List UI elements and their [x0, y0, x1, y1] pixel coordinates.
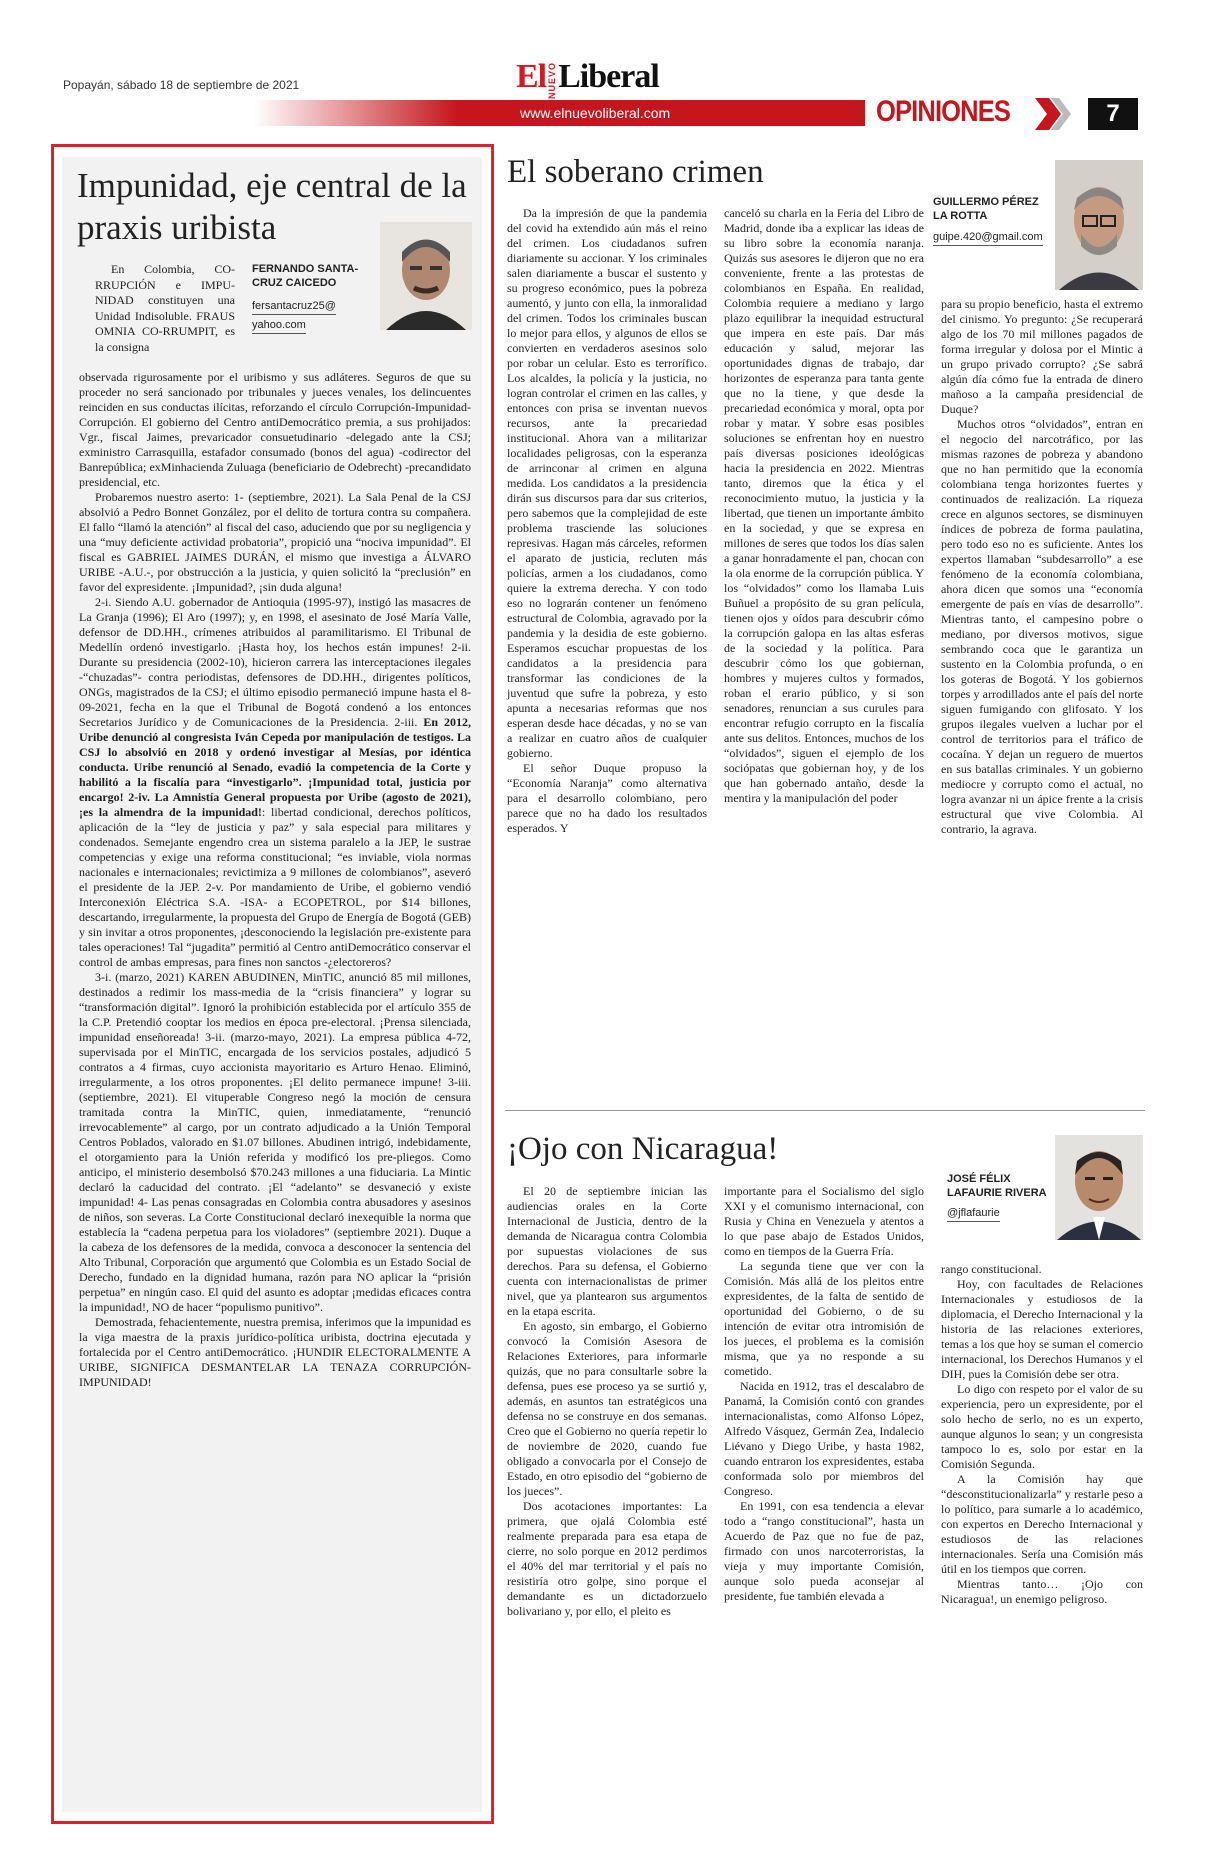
article-1-paragraph	[79, 595, 471, 970]
article-3-paragraph: Mientras tanto… ¡Ojo con Nicaragua!, un enemigo peligroso.	[941, 1577, 1143, 1606]
article-1-text: 2-i. Siendo A.U. gobernador de Antioquia (1995-97), instigó las masacres de La Granja (1996); El Aro (1997); y, en 1998, el asesinato de José María Valle, defensor de DD.HH., crímenes atribuidos al paramilitarismo. El Tribunal de Medellín ordenó investigarlo. ¡Hasta hoy, los hechos están impunes! 2-ii. Durante su presidencia (2002-10), hicieron carrera las interceptaciones ilegales -“chuzadas”- contra periodistas, defensores de DD.HH., dirigentes políticos, ONGs, magistrados de la CSJ; el último episodio permaneció impune hasta el 8-09-2021, fecha en la que el Tribunal de Bogotá condenó a los entonces Secretarios Jurídico y de Comunicaciones de la Presidencia. 2-iii.	[79, 595, 471, 729]
article-2-column-3	[941, 297, 1143, 837]
article-1-bold-text: En 2012, Uribe denunció al congresista Iván Cepeda por manipulación de testigos. La CSJ lo absolvió en 2018 y ordenó investigar al Mesías, por idéntica conducta. Uribe renunció al Senado, evadió la competencia de la Corte y habilitó a la fiscalía para “investigarlo”. ¡Impunidad total, justicia por encargo! 2-iv. La Amnistía General propuesta por Uribe (agosto de 2021), ¡es la almendra de la impunidad!	[79, 715, 471, 819]
article-2-author: GUILLERMO PÉREZ LA ROTTA	[933, 196, 1039, 222]
article-3-paragraph: rango constitucional.	[941, 1262, 1042, 1276]
author-portrait-icon	[1055, 1135, 1143, 1240]
author-photo-santacruz	[380, 222, 472, 330]
article-1-title: Impunidad, eje central de la praxis uribista	[77, 166, 467, 247]
author-portrait-icon	[380, 222, 472, 330]
section-title: OPINIONES	[876, 95, 1011, 128]
article-1-byline	[252, 262, 367, 334]
article-3-paragraph: importante para el Socialismo del siglo XXI y el comunismo internacional, con Rusia y China en Venezuela y atentos a lo que pase abajo de Estados Unidos, como en tiempos de la Guerra Fría.	[724, 1184, 924, 1258]
article-1-intro	[95, 262, 235, 355]
edition-date: Popayán, sábado 18 de septiembre de 2021	[63, 78, 300, 92]
article-1-paragraph: Demostrada, fehacientemente, nuestra premisa, inferimos que la impunidad es la viga maestra de la praxis jurídico-política uribista, doctrina ejecutada y fortalecida por el Centro antiDemocrático. ¡HUNDIR ELECTORALMENTE A URIBE, SIGNIFICA DESMANTELAR LA TENAZA CORRUPCIÓN-IMPUNIDAD!	[79, 1315, 471, 1389]
article-1-author: FERNANDO SANTA-CRUZ CAICEDO	[252, 263, 359, 289]
article-1-text: : libertad condicional, derechos políticos, aplicación de la “ley de justicia y paz” y sala especial para militares y condenados. Semejante engendro crea un sistema paralelo a la JEP, le sustrae competencias y exige una reforma constitucional; “es inviable, viola normas nacionales e internacionales; revictimiza a 9 millones de colombianos”, aseveró el presidente de la JEP. 2-v. Por mandamiento de Uribe, el gobierno vendió Interconexión Eléctrica S.A. -ISA- a ECOPETROL, por $14 billones, descartando, irregularmente, la propuesta del Grupo de Energía de Bogotá (GEB) y sin invitar a otros proponentes, ¡desconociendo la legislación pre-existente para tales operaciones! Tal “jugadita” permitió al Centro antiDemocrático conservar el control de ambas empresas, para fines non sanctos -¿electoreros?	[79, 805, 471, 969]
article-2-column-1	[507, 206, 707, 836]
article-3-column-3	[941, 1262, 1143, 1607]
article-2-paragraph: Muchos otros “olvidados”, entran en el negocio del narcotráfico, por las mismas razones de pobreza y abandono que no han permitido que la economía colombiana tenga horizontes fuertes y continuados de realización. La riqueza crece en algunos sectores, se disminuyen índices de pobreza de forma paulatina, pero todo eso no es suficiente. Antes los expertos llamaban “subdesarrollo” a ese fenómeno de la economía colombiana, ahora dicen que somos una “economía emergente de país en vías de desarrollo”. Mientras tanto, el campesino pobre o mediano, por diversos motivos, sigue sembrando coca que le garantiza un sustento en la Colombia profunda, o en los goteras de Bogotá. Y los gobiernos torpes y arrodillados ante el país del norte siguen fumigando con glifosato. Y los grupos ilegales vuelven a luchar por el control de territorios para el tráfico de cocaína. Y dejan un reguero de muertos en sus batallas criminales. Y un gobierno mediocre y corrupto como el actual, no logra avanzar ni un ápice frente a la crisis estructural que vive Colombia. Al contrario, la agrava.	[941, 417, 1143, 836]
article-2-paragraph: para su propio beneficio, hasta el extremo del cinismo. Yo pregunto: ¿Se recuperará algo de los 70 mil millones pagados de forma irregular y dolosa por el Mintic a un grupo privado corrupto? ¿Se sabrá algún día cómo fue la entrada de dinero mañoso a la campaña presidencial de Duque?	[941, 297, 1143, 416]
article-1-email-1[interactable]: fersantacruz25@	[252, 299, 336, 315]
author-photo-perez	[1055, 160, 1143, 290]
article-3-paragraph: La segunda tiene que ver con la Comisión. Más allá de los pleitos entre expresidentes, de la falta de sentido de oportunidad del Gobierno, o de su intención de evitar otra intromisión de los jueces, el problema es la comisión misma, que ya no responde a su cometido.	[724, 1259, 924, 1378]
logo-liberal: Liberal	[558, 58, 659, 95]
article-2-paragraph: Da la impresión de que la pandemia del covid ha extendido aún más el reino del crimen. Los ciudadanos sufren diariamente su accionar. Y los criminales salen diariamente a buscar el sustento y su progreso económico, pues la pobreza aumentó, y junto con ella, la inmoralidad del crimen. Todos los criminales buscan lo mejor para ellos, y algunos de ellos se convierten en verdaderos asesinos solo por robar un celular. Esto es terrorífico. Los alcaldes, la policía y la justicia, no logran controlar el crimen en las calles, y entonces con prisa se inventan nuevos recursos, ante la precariedad institucional. Ahora van a militarizar localidades peligrosas, con la esperanza de arrinconar al crimen en alguna medida. Los candidatos a la presidencia dirán sus discursos para dar sus criterios, pero sabemos que la complejidad de este problema trasciende las soluciones represivas. Hagan más cárceles, reformen el aparato de justicia, recluten más policías, armen a los ciudadanos, como quiere la extrema derecha. Y con todo eso no lograrán contener un fenómeno estructural de Colombia, agravado por la pandemia y la desidia de este gobierno. Esperamos escuchar propuestas de los candidatos a la presidencia para transformar las condiciones de la juventud que sufre la pobreza, y esto apunta a necesarias reformas que nos esperan desde hace décadas, y no se van a realizar en cuatro años de cualquier gobierno.	[507, 206, 707, 760]
logo-el: El	[516, 58, 547, 95]
article-1-intro-text: En Colombia, CO-RRUPCIÓN e IMPU-NIDAD constituyen una Unidad Indisoluble. FRAUS OMNIA CO-RRUMPIT, es la consigna	[95, 262, 235, 354]
article-divider	[505, 1110, 1145, 1111]
website-link[interactable]: www.elnuevoliberal.com	[520, 105, 671, 121]
article-3-byline	[947, 1172, 1047, 1222]
article-3-paragraph: A la Comisión hay que “desconstitucionalizarla” y restarle peso a lo político, para sumarle a lo académico, con expertos en Derecho Internacional y estudiosos de las relaciones internacionales. Sería una Comisión más útil en los tiempos que corren.	[941, 1472, 1143, 1576]
logo-nuevo: NUEVO	[547, 62, 558, 100]
article-3-paragraph: Lo digo con respeto por el valor de su experiencia, pero un expresidente, por el solo hecho de serlo, no es un experto, aunque algunos lo sean; y un congresista tampoco lo es, solo por estar en la Comisión Segunda.	[941, 1382, 1143, 1471]
section-arrow-icon	[1035, 98, 1075, 130]
article-3-paragraph: En 1991, con esa tendencia a elevar todo a “rango constitucional”, hasta un Acuerdo de Paz que no fue de paz, firmado con unos narcoterroristas, la vieja y muy importante Comisión, aunque solo pueda aconsejar al presidente, fue también elevada a	[724, 1499, 924, 1603]
article-3-paragraph: Nacida en 1912, tras el descalabro de Panamá, la Comisión contó con grandes internacionalistas, como Alfonso López, Alfredo Vásquez, Germán Zea, Indalecio Liévano y Diego Uribe, y hasta 1982, cuando entraron los expresidentes, estaba conformada solo por miembros del Congreso.	[724, 1379, 924, 1498]
article-3-paragraph: Hoy, con facultades de Relaciones Internacionales y estudiosos de la diplomacia, el Derecho Internacional y la historia de las relaciones exteriores, temas a los que hoy se suman el comercio internacional, los Derechos Humanos y el DIH, pues la Comisión debe ser otra.	[941, 1277, 1143, 1381]
article-2-title: El soberano crimen	[507, 154, 764, 190]
article-2-paragraph: canceló su charla en la Feria del Libro de Madrid, donde iba a explicar las ideas de su libro sobre la economía naranja. Quizás sus asesores le dijeron que no era conveniente, frente a las protestas de colombianos en España. En realidad, Colombia requiere a mediano y largo plazo equilibrar la inequidad estructural que impera en este país. Dar más educación y salud, mejorar las oportunidades dignas de trabajo, dar horizontes de esperanza para tanta gente que no la tiene, y que desde la precariedad económica y moral, opta por robar y matar. Y sobre esas posibles soluciones se enfrentan hoy en nuestro país diversas posiciones ideológicas hacia la presidencia en 2022. Mientras tanto, diremos que la ética y el reconocimiento mutuo, la justicia y la libertad, que tienen un importante ámbito en la sociedad, y que se expresa en millones de seres que todos los días salen a ganar honradamente el pan, chocan con la ola enorme de la corrupción pública. Y los “olvidados” como los llamaba Luis Buñuel a propósito de su gran película, tienen ojos y oídos para descubrir cómo la corrupción galopa en las altas esferas de la sociedad y la política. Para descubrir cómo los que gobiernan, hombres y mujeres cultos y formados, roban el erario público, y si son senadores, renuncian a sus curules para encontrar refugio corrupto en la fiscalía ante sus delitos. Entonces, muchos de los “olvidados”, siguen el ejemplo de los sociópatas que gobiernan hoy, y de los que han gobernado antaño, desde la mentira y la manipulación del poder	[724, 206, 924, 805]
article-3-handle[interactable]: @jflafaurie	[947, 1206, 1000, 1222]
article-1-paragraph: 3-i. (marzo, 2021) KAREN ABUDINEN, MinTIC, anunció 85 mil millones, destinados a redimir los mass-media de la “crisis financiera” y lograr su “transformación digital”. Ignoró la prohibición establecida por el artículo 355 de la C.P. Pretendió cooptar los medios en época pre-electoral. ¡Prensa silenciada, impunidad enseñoreada! 3-ii. (marzo-mayo, 2021). La empresa pública 4-72, supervisada por el MinTIC, encargada de los servicios postales, adjudicó 5 contratos a 4 firmas, cuyo accionista mayoritario es Arturo Henao. Eliminó, irregularmente, a los otros proponentes. ¡El delito permanece impune! 3-iii. (septiembre, 2021). El vituperable Congreso negó la moción de censura tramitada contra la MinTIC, quien, inmediatamente, “renunció irrevocablemente” al cargo, por un contrato adjudicado a la Unión Temporal Centros Poblados, valorado en $1.07 billones. Abudinen intrigó, indebidamente, el otorgamiento para la Unión referida y modificó los pre-pliegos. Como anticipo, el ministerio desembolsó $70.243 millones a una fiduciaria. La Mintic declaró la caducidad del contrato. ¡El “adelanto” se desvaneció y existe impunidad! 4- Las penas consagradas en Colombia contra abusadores y asesinos de niños, son severas. La Corte Constitucional declaró inexequible la norma que establecía la “cadena perpetua para los violadores” (septiembre 2021). Duque a la cabeza de los defensores de la medida, convoca a desconocer la sentencia del Alto Tribunal, Corporación que argumentó que Colombia es un Estado Social de Derecho, fundado en la dignidad humana, razón para NO aplicar la “prisión perpetua” en ningún caso. El quid del asunto es adoptar ¡medidas eficaces contra la impunidad!, NO de hacer “populismo punitivo”.	[79, 970, 471, 1314]
article-3-column-1	[507, 1184, 707, 1619]
article-2-email[interactable]: guipe.420@gmail.com	[933, 230, 1043, 246]
article-2-byline	[933, 195, 1043, 246]
article-3-paragraph: En agosto, sin embargo, el Gobierno convocó la Comisión Asesora de Relaciones Exteriores, para informarle quizás, que no para consultarle sobre la defensa, pues ese proceso ya se surtió y, además, en asuntos tan estratégicos una defensa no se construye en dos semanas. Creo que el Gobierno no quería repetir lo de noviembre de 2020, cuando fue obligado a convocarla por el Consejo de Estado, en otro episodio del “gobierno de los jueces”.	[507, 1319, 707, 1498]
author-photo-lafaurie	[1055, 1135, 1143, 1240]
article-1-email-2[interactable]: yahoo.com	[252, 318, 306, 334]
author-portrait-icon	[1055, 160, 1143, 290]
article-3-column-2	[724, 1184, 924, 1604]
article-3-title: ¡Ojo con Nicaragua!	[507, 1131, 779, 1167]
article-2-paragraph: El señor Duque propuso la “Economía Naranja” como alternativa para el desarrollo colombiano, pero parece que no ha dado los resultados esperados. Y	[507, 761, 707, 835]
article-1-paragraph: Probaremos nuestro aserto: 1- (septiembre, 2021). La Sala Penal de la CSJ absolvió a Pedro Bonnet González, por el delito de tortura contra su compañera. El fallo “llamó la atención” al fiscal del caso, aduciendo que por su negligencia y una “muy deficiente actividad probatoria”, propició una “nociva impunidad”. El fiscal es GABRIEL JAIMES DURÁN, el mismo que investiga a ÁLVARO URIBE -A.U.-, por obstrucción a la justicia, y quien solicitó la “preclusión” en favor del expresidente. ¡Impunidad?, ¡sin duda alguna!	[79, 490, 471, 594]
article-3-paragraph: El 20 de septiembre inician las audiencias orales en la Corte Internacional de Justicia, dentro de la demanda de Nicaragua contra Colombia por supuestas violaciones de sus derechos. Para su defensa, el Gobierno cuenta con internacionalistas de primer nivel, que ya plantearon sus argumentos en la etapa escrita.	[507, 1184, 707, 1318]
article-3-author: JOSÉ FÉLIX LAFAURIE RIVERA	[947, 1173, 1047, 1199]
page-number: 7	[1088, 98, 1138, 130]
header-bar	[50, 100, 865, 126]
article-2-column-2	[724, 206, 924, 806]
newspaper-logo[interactable]	[516, 58, 691, 100]
article-1-paragraph: observada rigurosamente por el uribismo y sus adláteres. Seguros de que su proceder no será sancionado por tribunales y jueces venales, los delincuentes reinciden en sus conductas ilícitas, reforzando el círculo Corrupción-Impunidad-Corrupción. El gobierno del Centro antiDemocrático premia, a sus prohijados: Vgr., fiscal Jaimes, prevaricador consuetudinario -delegado ante la CSJ; exministro Carrasquilla, estafador consumado (bonos del agua) -codirector del Banrepública; exMinhacienda Zuluaga (beneficiario de Odebrecht) -precandidato presidencial, etc.	[79, 370, 471, 489]
article-1-body	[79, 370, 471, 1390]
article-3-paragraph: Dos acotaciones importantes: La primera, que ojalá Colombia esté realmente preparada para esa etapa de cierre, no solo porque en 2012 perdimos el 40% del mar territorial y el país no resistiría otro golpe, sino porque el demandante es un dictadorzuelo bolivariano y, por ello, el pleito es	[507, 1499, 707, 1618]
